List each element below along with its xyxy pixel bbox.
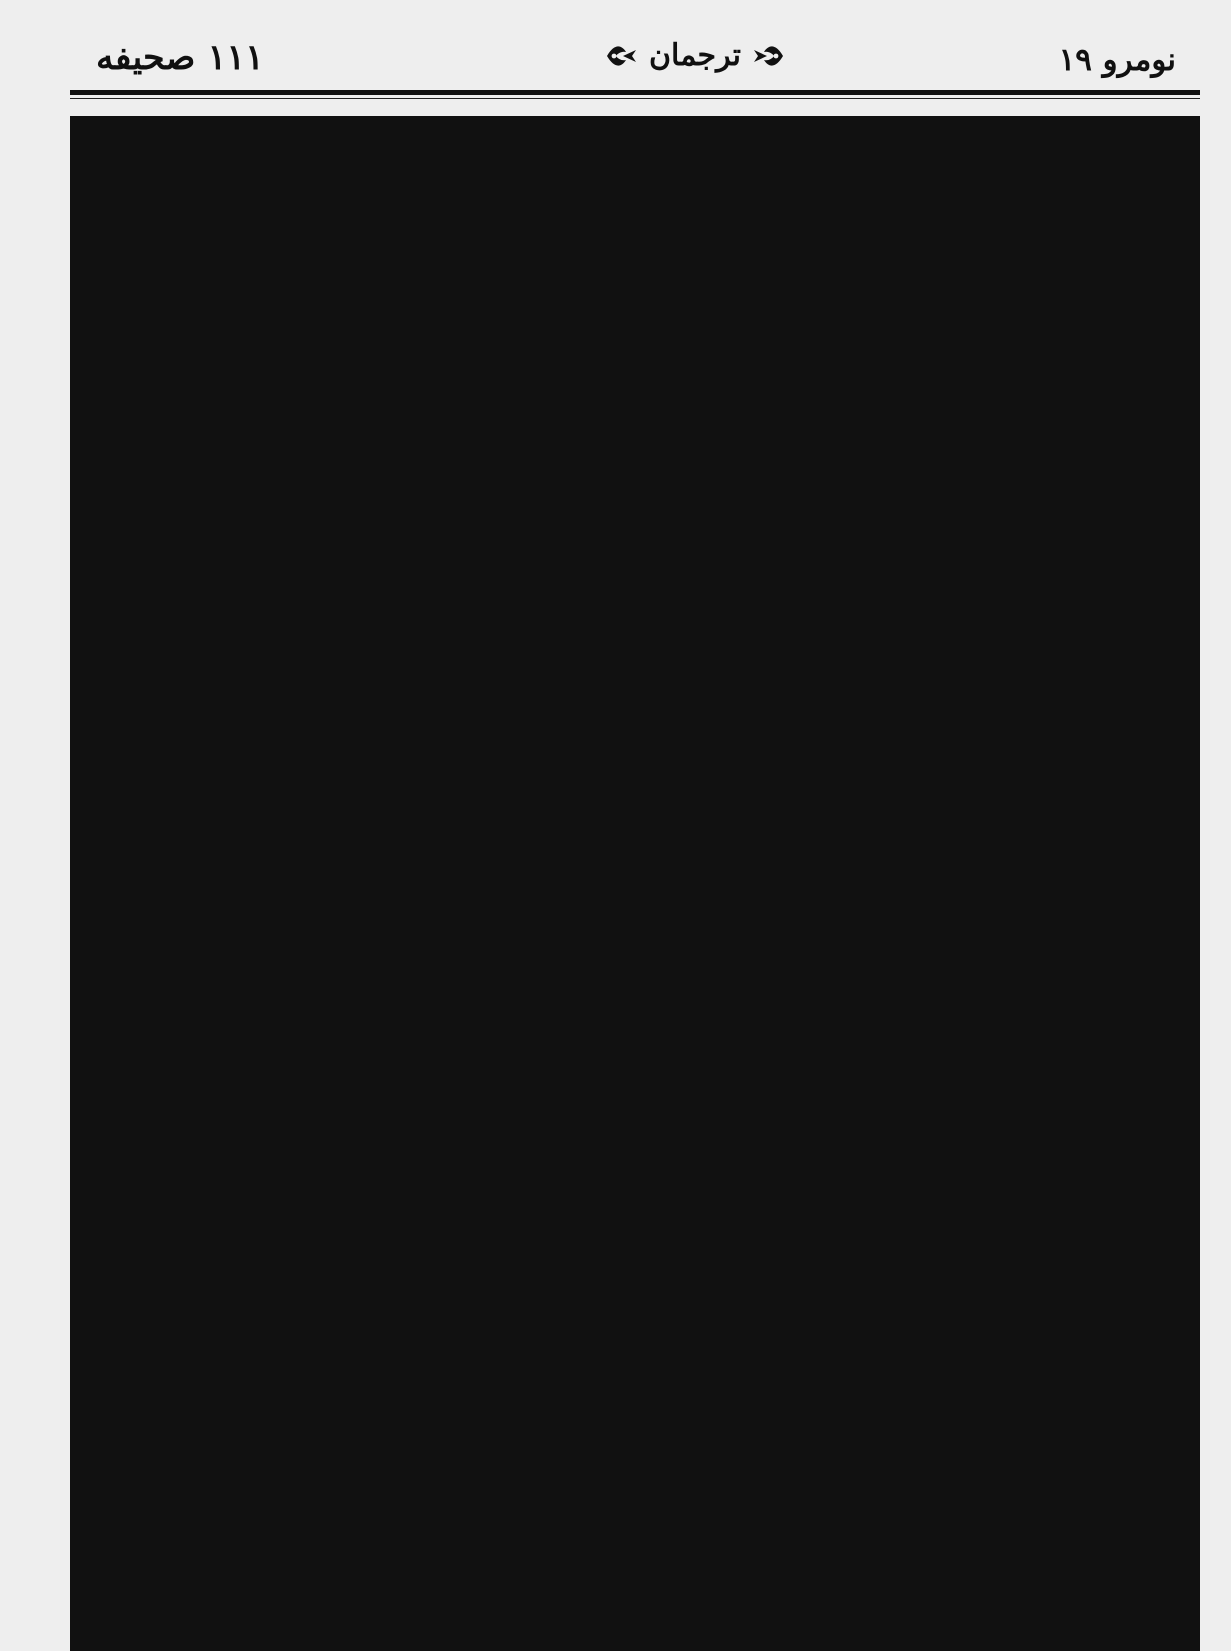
page-number: ١١١ صحيفه (96, 37, 264, 78)
ornamental-flourish-icon (753, 42, 785, 70)
masthead (70, 28, 1200, 108)
newspaper-title: ترجمان (649, 38, 741, 73)
newspaper-title-block (605, 32, 785, 82)
masthead-rule (70, 90, 1200, 95)
newspaper-body-placeholder (70, 116, 1200, 1651)
masthead-rule-thin (70, 98, 1200, 99)
issue-number: نومرو ١٩ (1058, 42, 1176, 78)
ornamental-flourish-icon (605, 42, 637, 70)
